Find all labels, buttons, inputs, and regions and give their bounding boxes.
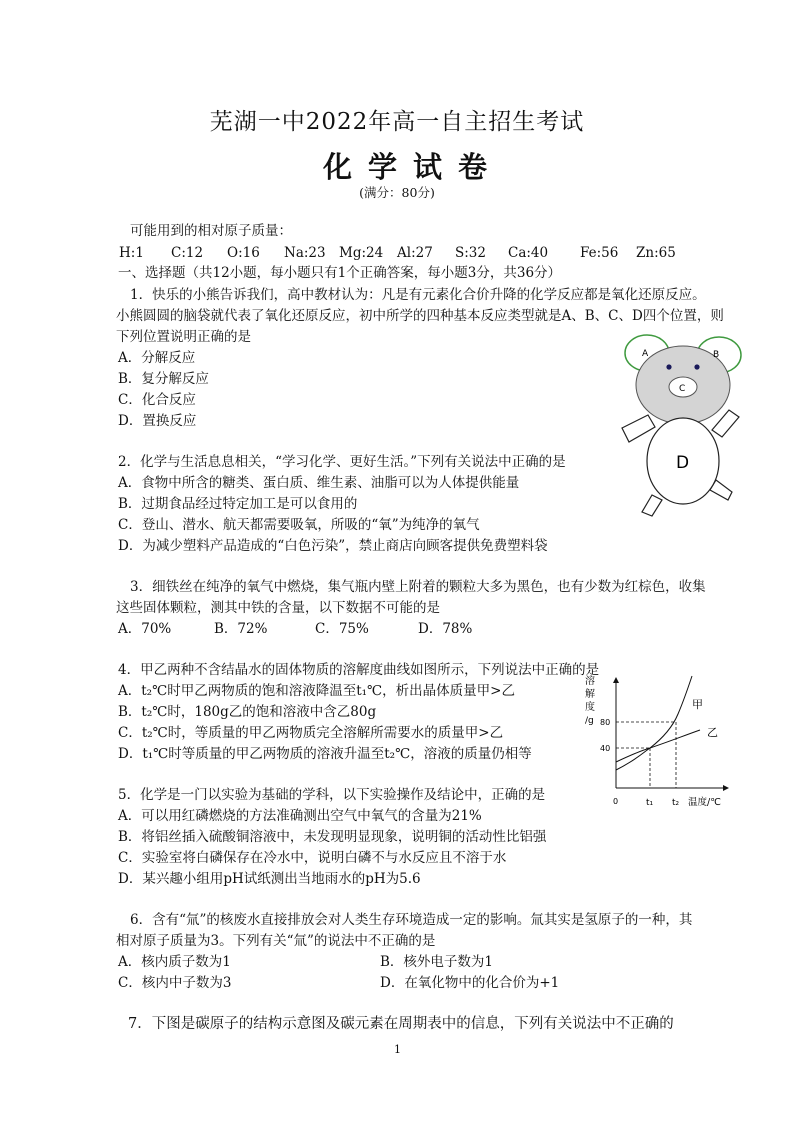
option-b: B．将铝丝插入硫酸铜溶液中，未发现明显现象，说明铜的活动性比铝强 xyxy=(118,829,547,845)
atomic-mass-item: Ca:40 xyxy=(508,245,549,261)
question-stem: 这些固体颗粒，测其中铁的含量，以下数据不可能的是 xyxy=(116,600,440,616)
y-label-char: 解 xyxy=(585,689,595,700)
curve-yi xyxy=(616,730,700,762)
leg-left xyxy=(642,495,662,516)
score-note: (满分：80分) xyxy=(359,185,435,200)
atomic-mass-item: Al:27 xyxy=(397,245,433,261)
y-tick-80: 80 xyxy=(600,718,611,727)
atomic-mass-item: S:32 xyxy=(455,245,486,261)
exam-subtitle: 化学试卷 xyxy=(322,150,503,184)
option-d: D．78% xyxy=(418,621,473,637)
atomic-mass-item: Zn:65 xyxy=(636,245,676,261)
x-axis-label: 温度/℃ xyxy=(688,797,721,808)
arm-left xyxy=(622,415,655,442)
option-d: D．为减少塑料产品造成的“白色污染”，禁止商店向顾客提供免费塑料袋 xyxy=(118,538,548,554)
question-stem: 2．化学与生活息息相关，“学习化学、更好生活。”下列有关说法中正确的是 xyxy=(118,454,566,470)
eye-right xyxy=(694,364,699,369)
atomic-mass-item: O:16 xyxy=(227,245,260,261)
atomic-mass-item: Na:23 xyxy=(284,245,326,261)
question-stem: 小熊圆圆的脑袋就代表了氧化还原反应，初中所学的四种基本反应类型就是A、B、C、D四个位置，则 xyxy=(116,308,724,324)
label-c: C xyxy=(679,384,686,394)
option-c: C．t₂℃时，等质量的甲乙两物质完全溶解所需要水的质量甲>乙 xyxy=(118,725,504,741)
option-d: D．置换反应 xyxy=(118,413,197,429)
question-stem: 4．甲乙两种不含结晶水的固体物质的溶解度曲线如图所示，下列说法中正确的是 xyxy=(118,662,600,678)
solubility-graph xyxy=(578,670,758,815)
option-c: C．化合反应 xyxy=(118,392,196,408)
option-a: A．分解反应 xyxy=(118,350,196,366)
y-label-char: 溶 xyxy=(585,676,595,687)
arm-right xyxy=(712,410,739,437)
page-number: 1 xyxy=(394,1043,401,1056)
option-a: A．t₂℃时甲乙两物质的饱和溶液降温至t₁℃，析出晶体质量甲>乙 xyxy=(118,683,515,699)
question-stem: 相对原子质量为3。下列有关“氚”的说法中不正确的是 xyxy=(116,933,436,949)
label-b: B xyxy=(713,350,720,360)
question-stem: 下列位置说明正确的是 xyxy=(116,329,251,345)
origin-label: 0 xyxy=(613,797,619,806)
y-label-char: /g xyxy=(585,716,594,726)
option-a: A．核内质子数为1 xyxy=(118,954,231,970)
y-tick-40: 40 xyxy=(600,744,611,753)
question-stem: 1．快乐的小熊告诉我们，高中教材认为：凡是有元素化合价升降的化学反应都是氧化还原反应。 xyxy=(130,287,706,303)
option-c: C．75% xyxy=(315,621,369,637)
option-d: D．某兴趣小组用pH试纸测出当地雨水的pH为5.6 xyxy=(118,871,421,887)
curve-label-jia: 甲 xyxy=(692,698,703,711)
option-b: B．过期食品经过特定加工是可以食用的 xyxy=(118,496,358,512)
exam-title: 芜湖一中2022年高一自主招生考试 xyxy=(209,109,585,135)
y-label-char: 度 xyxy=(585,702,595,713)
option-c: C．实验室将白磷保存在冷水中，说明白磷不与水反应且不溶于水 xyxy=(118,850,507,866)
option-a: A．可以用红磷燃烧的方法准确测出空气中氧气的含量为21% xyxy=(118,808,482,824)
option-d: D．在氧化物中的化合价为+1 xyxy=(380,975,560,991)
atomic-mass-label: 可能用到的相对原子质量： xyxy=(130,223,292,239)
option-c: C．核内中子数为3 xyxy=(118,975,232,991)
question-stem: 3．细铁丝在纯净的氧气中燃烧，集气瓶内壁上附着的颗粒大多为黑色，也有少数为红棕色，收集 xyxy=(130,579,706,595)
option-b: B．t₂℃时，180g乙的饱和溶液中含乙80g xyxy=(118,704,377,720)
option-a: A．70% xyxy=(118,621,172,637)
section-heading: 一、选择题（共12小题，每小题只有1个正确答案，每小题3分，共36分） xyxy=(118,265,562,281)
option-b: B．复分解反应 xyxy=(118,371,209,387)
question-stem: 5．化学是一门以实验为基础的学科，以下实验操作及结论中，正确的是 xyxy=(118,787,546,803)
option-a: A．食物中所含的糖类、蛋白质、维生素、油脂可以为人体提供能量 xyxy=(118,475,520,491)
curve-label-yi: 乙 xyxy=(707,726,718,739)
atomic-mass-item: Fe:56 xyxy=(580,245,619,261)
option-b: B．核外电子数为1 xyxy=(380,954,494,970)
question-stem: 6．含有“氚”的核废水直接排放会对人类生存环境造成一定的影响。氚其实是氢原子的一种，其 xyxy=(130,912,693,928)
label-a: A xyxy=(642,349,649,359)
option-b: B．72% xyxy=(214,621,268,637)
eye-left xyxy=(666,364,671,369)
curve-jia xyxy=(616,676,692,770)
bear-diagram xyxy=(612,330,752,520)
x-tick-t2: t₂ xyxy=(672,798,680,808)
option-c: C．登山、潜水、航天都需要吸氧，所吸的“氧”为纯净的氧气 xyxy=(118,517,480,533)
question-stem: 7．下图是碳原子的结构示意图及碳元素在周期表中的信息，下列有关说法中不正确的 xyxy=(128,1016,674,1032)
atomic-mass-item: C:12 xyxy=(171,245,204,261)
atomic-mass-item: H:1 xyxy=(119,245,144,261)
atomic-mass-item: Mg:24 xyxy=(339,245,384,261)
option-d: D．t₁℃时等质量的甲乙两物质的溶液升温至t₂℃，溶液的质量仍相等 xyxy=(118,746,532,762)
x-tick-t1: t₁ xyxy=(646,798,654,808)
label-d: D xyxy=(676,453,690,473)
